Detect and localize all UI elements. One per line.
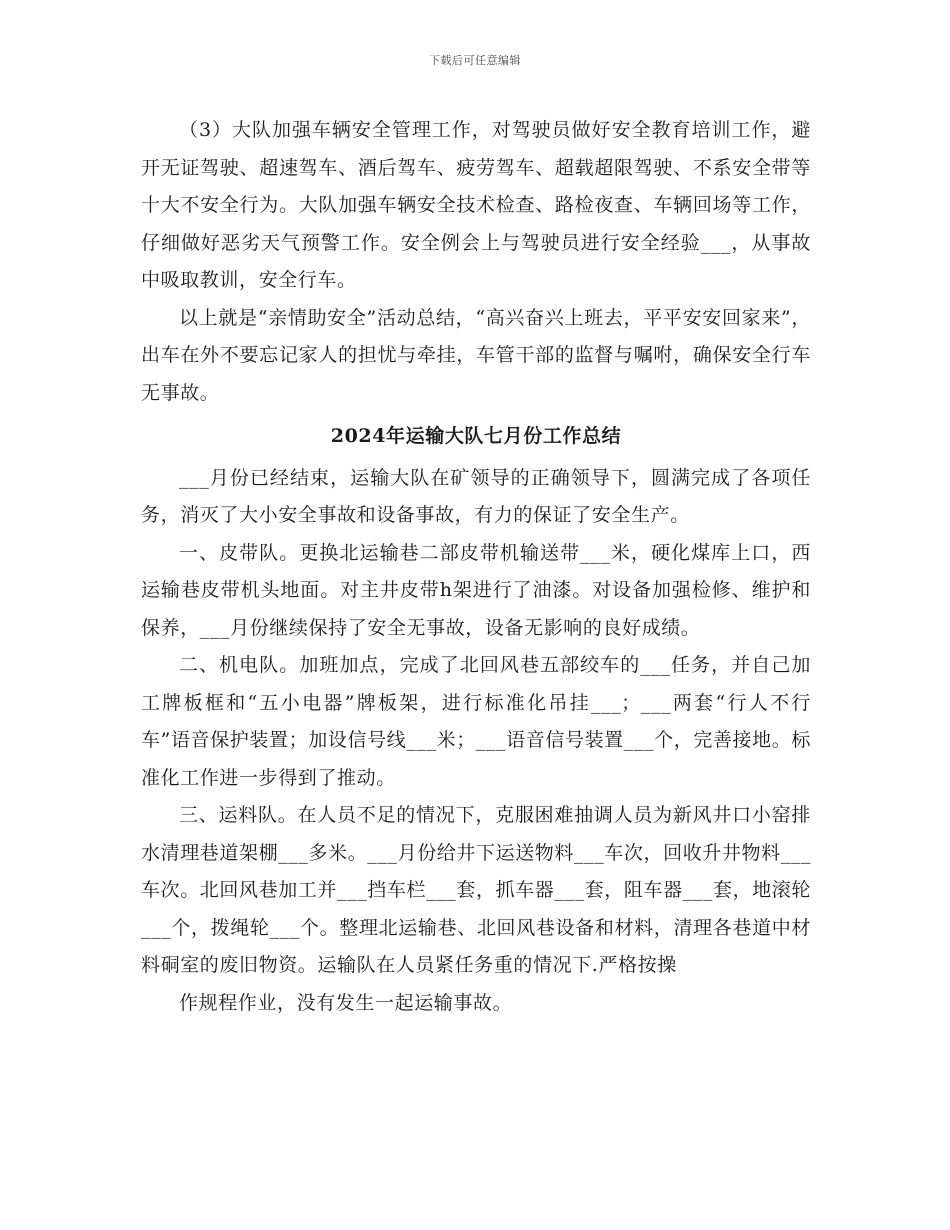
paragraph: （3）大队加强车辆安全管理工作，对驾驶员做好安全教育培训工作，避开无证驾驶、超速驾车、酒后驾车、疲劳驾车、超载超限驾驶、不系安全带等十大不安全行为。大队加强车辆安全技术检查、路检夜查、车辆回场等工作，仔细做好恶劣天气预警工作。安全例会上与驾驶员进行安全经验___，从事故中吸取教训，安全行车。 bbox=[141, 119, 811, 291]
paragraph: 作规程作业，没有发生一起运输事故。 bbox=[179, 991, 513, 1014]
paragraph: 二、机电队。加班加点，完成了北回风巷五部绞车的___任务，并自己加工牌板框和“五小电器”牌板架，进行标准化吊挂___；___两套“行人不行车”语音保护装置；加设信号线___米；___语音信号装置___个，完善接地。标准化工作进一步得到了推动。 bbox=[141, 654, 811, 789]
section-title: 2024年运输大队七月份工作总结 bbox=[330, 425, 622, 447]
document-body bbox=[141, 112, 811, 1022]
paragraph: 三、运料队。在人员不足的情况下，克服困难抽调人员为新风井口小窑排水清理巷道架棚___多米。___月份给井下运送物料___车次，回收升井物料___车次。北回风巷加工并___挡车栏___套，抓车器___套，阻车器___套，地滚轮___个，拨绳轮___个。整理北运输巷、北回风巷设备和材料，清理各巷道中材料硐室的废旧物资。运输队在人员紧任务重的情况下.严格按操 bbox=[141, 804, 812, 976]
paragraph: 一、皮带队。更换北运输巷二部皮带机输送带___米，硬化煤库上口，西运输巷皮带机头地面。对主井皮带h架进行了油漆。对设备加强检修、维护和保养，___月份继续保持了安全无事故，设备无影响的良好成绩。 bbox=[141, 541, 811, 639]
paragraph: ___月份已经结束，运输大队在矿领导的正确领导下，圆满完成了各项任务，消灭了大小安全事故和设备事故，有力的保证了安全生产。 bbox=[141, 466, 811, 526]
paragraph: 以上就是“亲情助安全”活动总结，“高兴奋兴上班去，平平安安回家来”，出车在外不要忘记家人的担忧与牵挂，车管干部的监督与嘱咐，确保安全行车无事故。 bbox=[141, 306, 811, 404]
page-header: 下载后可任意编辑 bbox=[429, 54, 521, 67]
